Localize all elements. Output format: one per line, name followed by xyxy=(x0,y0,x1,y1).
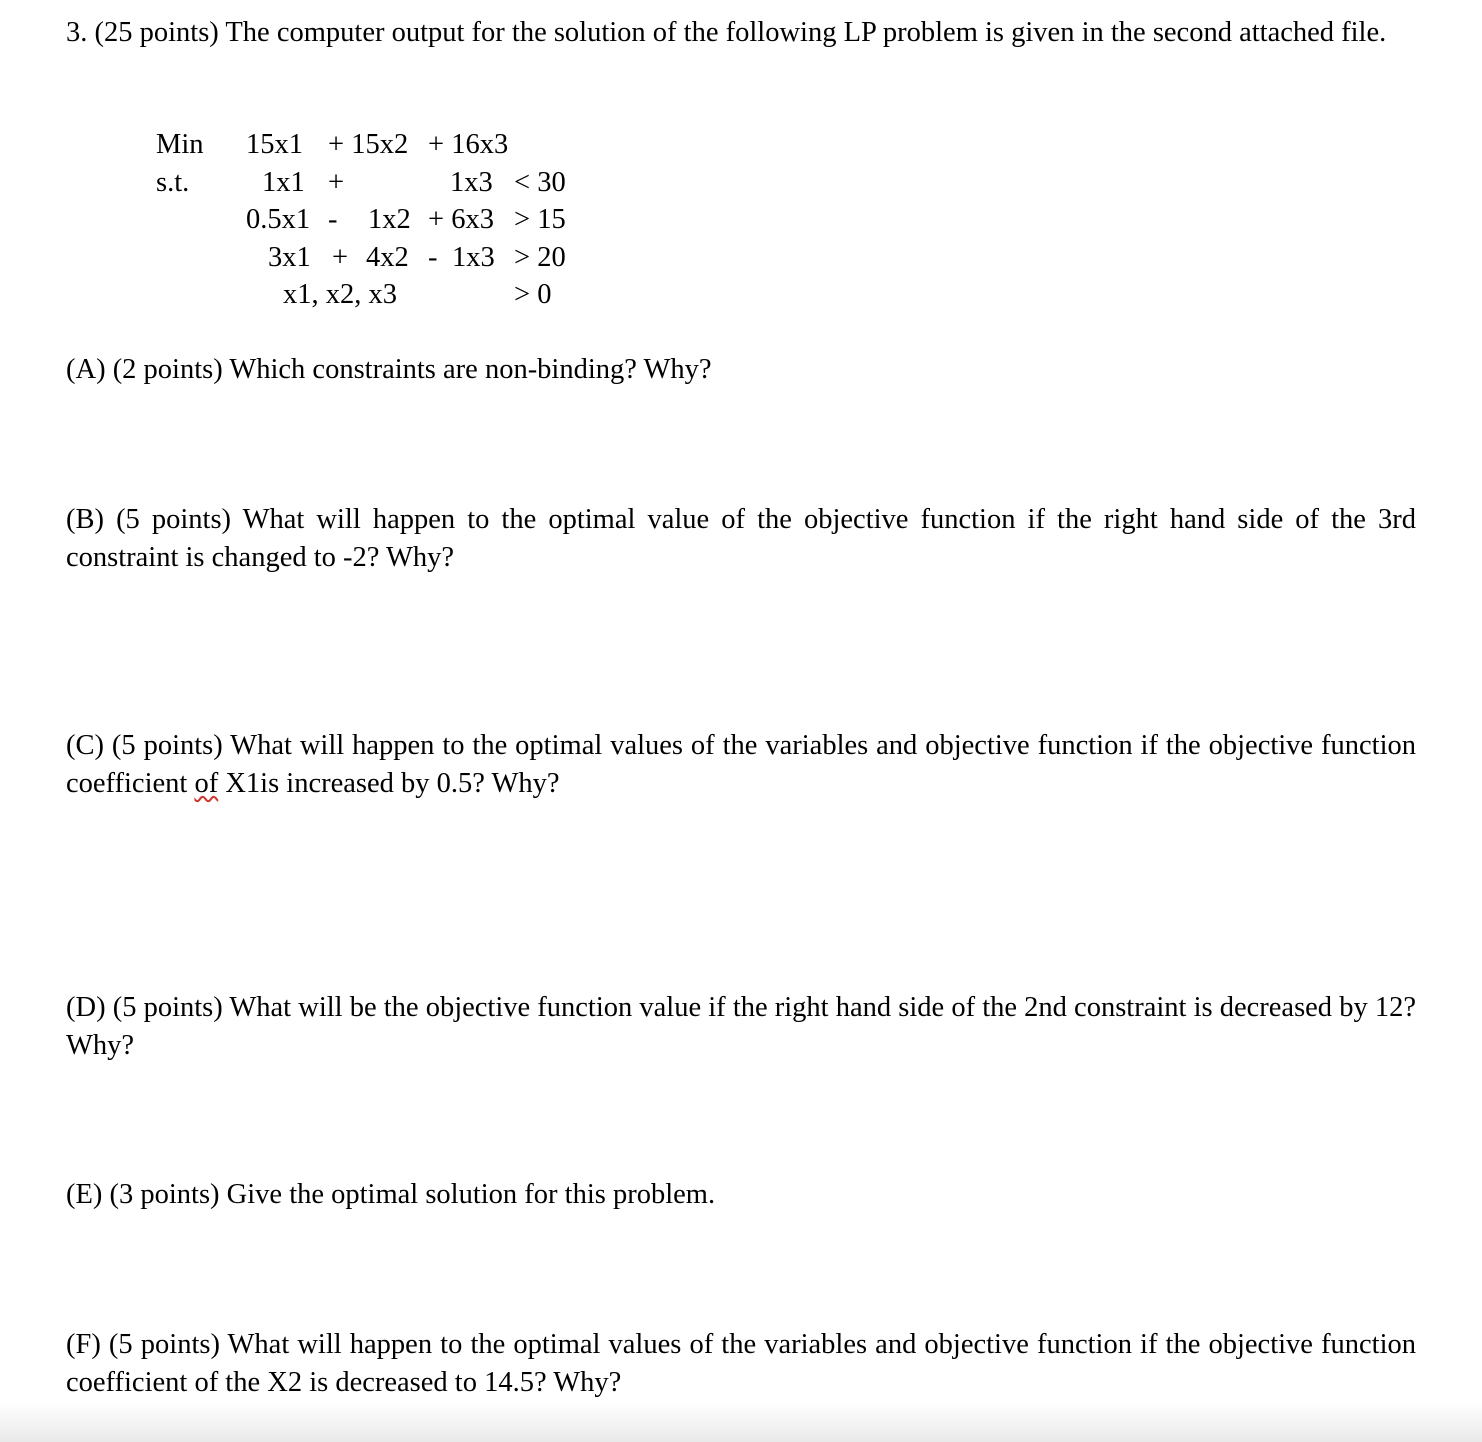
constraints-label: s.t. xyxy=(156,167,190,198)
part-f: (F) (5 points) What will happen to the optimal values of the variables and objective function if the objective function coefficient of the X2 is decreased to 14.5? Why? xyxy=(66,1329,1416,1398)
c2-term-x2: 1x2 xyxy=(368,204,411,235)
spellcheck-flagged-word: of xyxy=(194,767,219,799)
c2-term-x3: + 6x3 xyxy=(428,204,494,235)
objective-term-x3: + 16x3 xyxy=(428,129,509,160)
c1-relation: < 30 xyxy=(514,167,566,198)
part-c-text-end: X1is increased by 0.5? Why? xyxy=(218,767,560,799)
c3-operator-1: + xyxy=(332,242,349,273)
c1-operator: + xyxy=(328,167,345,198)
part-d: (D) (5 points) What will be the objective function value if the right hand side of the 2nd constraint is decreased by 12? Why? xyxy=(66,992,1416,1061)
objective-label: Min xyxy=(156,129,204,160)
c3-term-x2: 4x2 xyxy=(366,242,409,273)
part-e: (E) (3 points) Give the optimal solution for this problem. xyxy=(66,1179,716,1210)
c3-relation: > 20 xyxy=(514,242,566,273)
part-b: (B) (5 points) What will happen to the optimal value of the objective function if the right hand side of the 3rd constraint is changed to -2? Why? xyxy=(66,504,1416,573)
c1-term-x1: 1x1 xyxy=(262,167,305,198)
c3-operator-2: - xyxy=(428,242,438,273)
nonneg-variables: x1, x2, x3 xyxy=(283,279,397,310)
part-c-text-start: (C) (5 points) What will happen to the optimal values of the variables and objective function if the objective function coefficient xyxy=(66,730,1416,799)
c2-operator: - xyxy=(328,204,338,235)
objective-term-x1: 15x1 xyxy=(246,129,303,160)
c3-term-x3: 1x3 xyxy=(452,242,495,273)
c3-term-x1: 3x1 xyxy=(268,242,311,273)
c2-term-x1: 0.5x1 xyxy=(246,204,311,235)
c2-relation: > 15 xyxy=(514,204,566,235)
part-c xyxy=(66,727,1416,802)
question-header: 3. (25 points) The computer output for the solution of the following LP problem is given in the second attached file. xyxy=(66,17,1387,48)
objective-term-x2: + 15x2 xyxy=(328,129,409,160)
part-a: (A) (2 points) Which constraints are non-binding? Why? xyxy=(66,354,712,385)
c1-term-x3: 1x3 xyxy=(450,167,493,198)
page-bottom-shadow xyxy=(0,1402,1482,1442)
nonneg-relation: > 0 xyxy=(514,279,552,310)
